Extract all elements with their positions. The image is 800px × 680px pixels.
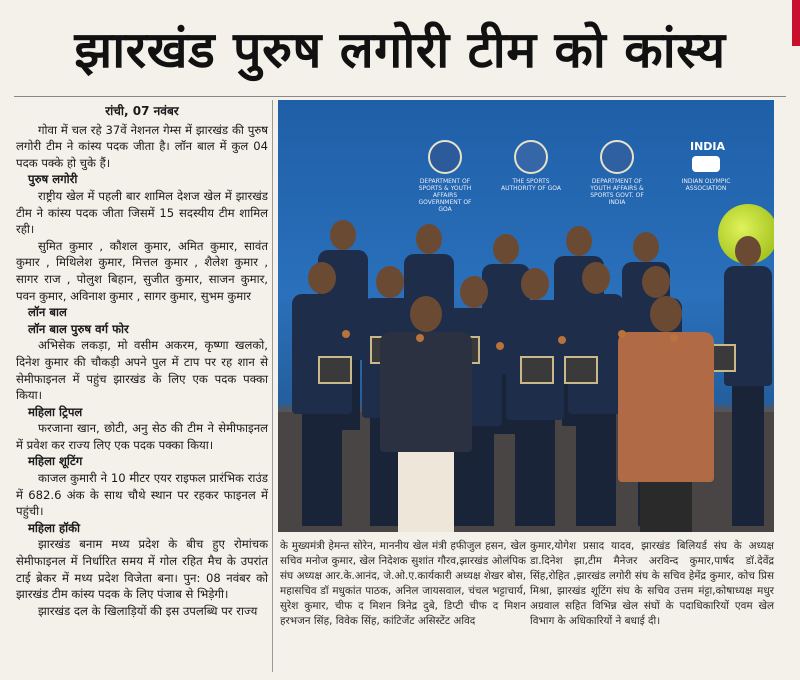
certificate-frame bbox=[564, 356, 598, 384]
bronze-medal-icon bbox=[416, 334, 424, 342]
paragraph-intro: गोवा में चल रहे 37वें नेशनल गेम्स में झारखंड की पुरुष लगोरी टीम ने कांस्य पदक जीता है। लॉन बाल में कुल 04 पदक पक्के हो चुके हैं। bbox=[16, 122, 268, 170]
team-photo bbox=[278, 100, 774, 532]
dateline: रांची, 07 नवंबर bbox=[105, 104, 179, 118]
article-column-left bbox=[16, 103, 268, 673]
paragraph-team-names: सुमित कुमार , कौशल कुमार, अमित कुमार, सावंत कुमार , मिथिलेश कुमार, मित्तल कुमार , शैलेश कुमार , सागर राज , पोलुश बिहान, सुजीत कुमार, साजन कुमार, पवन कुमार, अविनाश कुमार , सागर कुमार, सुभम कुमार bbox=[16, 238, 268, 303]
subhead-lawn-ball: लॉन बाल bbox=[28, 305, 67, 320]
subhead-men-lagori: पुरुष लगोरी bbox=[28, 172, 78, 187]
goa-govt-emblem-icon bbox=[428, 140, 462, 174]
subhead-women-triple: महिला ट्रिपल bbox=[28, 404, 83, 419]
logo-caption-2: THE SPORTS AUTHORITY OF GOA bbox=[500, 178, 562, 192]
continuation-column-1: के मुख्यमंत्री हेमन्त सोरेन, माननीय खेल मंत्री हफीजुल हसन, खेल सचिव मनोज कुमार, खेल निदेशक सुशांत गौरव,झारखंड ओलंपिक संघ अध्यक्ष आर.के.आनंद, जे.ओ.ए.कार्यकारी अध्यक्ष शेखर बोस, महासचिव डॉ मधुकांत पाठक, अनिल जायसवाल, चंचल भट्टाचार्य, सुरेश कुमार, चीफ द मिशन त्रिनेद्र दुबे, डिप्टी चीफ द मिशन हरभजन सिंह, विवेक सिंह, कांटिजेंट असिस्टेंट अविद bbox=[280, 540, 526, 627]
athlete-figure bbox=[568, 262, 624, 526]
continuation-column-2: कुमार,योगेश प्रसाद यादव, झारखंड बिलियर्ड संघ के अध्यक्ष डा.दिनेश झा,टीम मैनेजर अरविन्द कुमार,पार्षद डॉ.देवेंद्र सिंह,रोहित ,झारखंड लगोरी संघ के सचिव हेमेंद्र कुमार, कोच प्रिस मिश्रा, झारखंड शूटिंग संघ के सचिव उत्तम मंट्टा,कोषाध्यक्ष मधुर अग्रवाल सहित विभिन्न खेल संघों के पदाधिकारियों एवम खेल विभाग के अधिकारियों ने बधाई दी। bbox=[530, 540, 774, 627]
official-in-kurta bbox=[618, 296, 714, 532]
paragraph-hockey: झारखंड बनाम मध्य प्रदेश के बीच हुए रोमांचक सेमीफाइनल में निर्धारित समय में गोल रहित मैच के उपरांत टाई ब्रेकर में मध्य प्रदेश विजेता बना। पुन: 08 नवंबर को झारखंड टीम कांस्य पदक के लिए पंजाब से भिड़ेगी। bbox=[16, 537, 268, 602]
logo-caption-1: DEPARTMENT OF SPORTS & YOUTH AFFAIRS GOVERNMENT OF GOA bbox=[418, 178, 472, 213]
athlete-figure bbox=[724, 236, 772, 526]
official-in-blazer bbox=[380, 296, 472, 532]
page-edge-marker bbox=[792, 0, 800, 46]
logo-caption-3: DEPARTMENT OF YOUTH AFFAIRS & SPORTS GOVT. OF INDIA bbox=[590, 178, 644, 206]
olympic-rings-icon bbox=[692, 156, 720, 172]
paragraph-congrats-start: झारखंड दल के खिलाड़ियों की इस उपलब्धि पर राज्य bbox=[38, 603, 258, 618]
athlete-figure bbox=[506, 268, 564, 526]
column-divider bbox=[272, 100, 273, 672]
sports-authority-emblem-icon bbox=[514, 140, 548, 174]
paragraph-lawn-ball: अभिसेक लकड़ा, मो वसीम अकरम, कृष्णा खलको, दिनेश कुमार की चौकड़ी अपने पुल में टाप पर रह शान से सेमीफाइनल में पहुंच झारखंड के लिए एक पदक पक्का किया। bbox=[16, 338, 268, 403]
subhead-lawn-ball-fours: लॉन बाल पुरुष वर्ग फोर bbox=[28, 321, 129, 336]
headline-rule bbox=[14, 96, 786, 97]
india-olympic-tag: INDIA bbox=[690, 140, 726, 153]
national-emblem-icon bbox=[600, 140, 634, 174]
subhead-women-shooting: महिला शूटिंग bbox=[28, 454, 83, 469]
bronze-medal-icon bbox=[342, 330, 350, 338]
bronze-medal-icon bbox=[618, 330, 626, 338]
paragraph-lagori: राष्ट्रीय खेल में पहली बार शामिल देशज खेल में झारखंड टीम ने कांस्य पदक जीता जिसमें 15 सदस्यीय टीम शामिल रही। bbox=[16, 188, 268, 237]
bronze-medal-icon bbox=[558, 336, 566, 344]
certificate-frame bbox=[318, 356, 352, 384]
certificate-frame bbox=[520, 356, 554, 384]
paragraph-shooting: काजल कुमारी ने 10 मीटर एयर राइफल प्रारंभिक राउंड में 682.6 अंक के साथ चौथे स्थान पर रहकर फाइनल में पहुंची। bbox=[16, 471, 268, 519]
bronze-medal-icon bbox=[496, 342, 504, 350]
headline: झारखंड पुरुष लगोरी टीम को कांस्य bbox=[74, 21, 726, 79]
backdrop-logos bbox=[418, 132, 768, 213]
bronze-medal-icon bbox=[670, 334, 678, 342]
logo-caption-4: INDIAN OLYMPIC ASSOCIATION bbox=[681, 178, 731, 192]
athlete-figure bbox=[292, 262, 352, 526]
paragraph-women-triple: फरजाना खान, छोटी, अनु सेठ की टीम ने सेमीफाइनल में प्रवेश कर राज्य लिए एक पदक पक्का किया। bbox=[16, 421, 268, 452]
subhead-women-hockey: महिला हॉकी bbox=[28, 520, 81, 535]
